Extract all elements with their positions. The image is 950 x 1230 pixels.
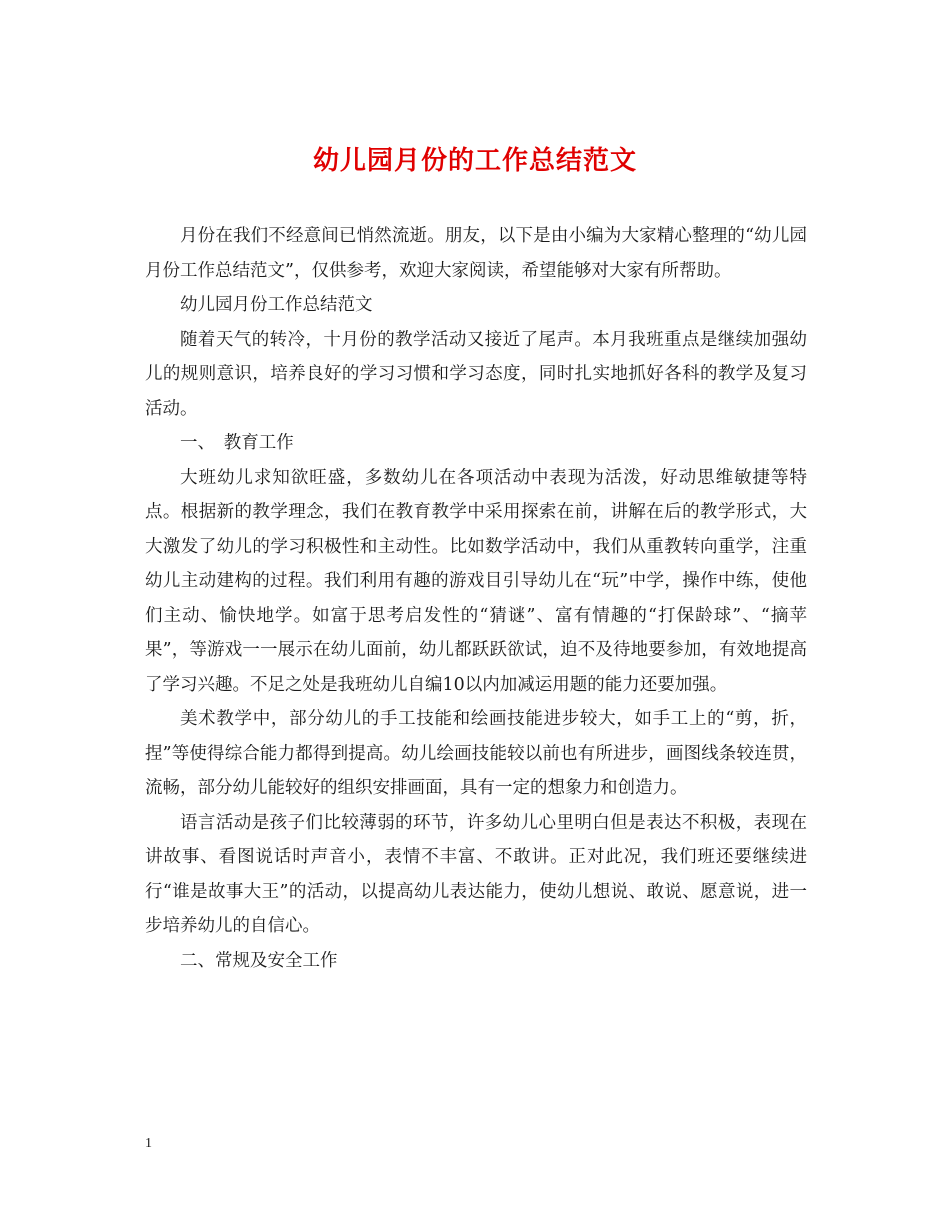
document-title: 幼儿园月份的工作总结范文 — [312, 146, 637, 176]
paragraph-overview: 随着天气的转冷，十月份的教学活动又接近了尾声。本月我班重点是继续加强幼儿的规则意识，培养良好的学习习惯和学习态度，同时扎实地抓好各科的教学及复习活动。 — [145, 329, 807, 419]
paragraph-education: 大班幼儿求知欲旺盛，多数幼儿在各项活动中表现为活泼，好动思维敏捷等特点。根据新的教学理念，我们在教育教学中采用探索在前，讲解在后的教学形式，大大激发了幼儿的学习积极性和主动性。比如数学活动中，我们从重教转向重学，注重幼儿主动建构的过程。我们利用有趣的游戏目引导幼儿在“玩”中学，操作中练，使他们主动、愉快地学。如富于思考启发性的“猜谜”、富有情趣的“打保龄球”、“摘苹果”，等游戏一一展示在幼儿面前，幼儿都跃跃欲试，迫不及待地要参加，有效地提高了学习兴趣。不足之处是我班幼儿自编10以内加减运用题的能力还要加强。 — [145, 467, 807, 695]
paragraph-language: 语言活动是孩子们比较薄弱的环节，许多幼儿心里明白但是表达不积极，表现在讲故事、看图说话时声音小，表情不丰富、不敢讲。正对此况，我们班还要继续进行“谁是故事大王”的活动，以提高幼儿表达能力，使幼儿想说、敢说、愿意说，进一步培养幼儿的自信心。 — [145, 812, 807, 936]
paragraph-intro: 月份在我们不经意间已悄然流逝。朋友，以下是由小编为大家精心整理的“幼儿园月份工作总结范文”，仅供参考，欢迎大家阅读，希望能够对大家有所帮助。 — [145, 226, 807, 281]
paragraph-subtitle: 幼儿园月份工作总结范文 — [180, 295, 373, 315]
page-number: 1 — [145, 1136, 152, 1151]
section-heading-routine-safety: 二、常规及安全工作 — [180, 950, 338, 971]
document-body — [145, 219, 807, 978]
paragraph-art: 美术教学中，部分幼儿的手工技能和绘画技能进步较大，如手工上的“剪，折，捏”等使得综合能力都得到提高。幼儿绘画技能较以前也有所进步，画图线条较连贯，流畅，部分幼儿能较好的组织安排画面，具有一定的想象力和创造力。 — [145, 709, 807, 798]
section-heading-education: 一、 教育工作 — [180, 433, 294, 453]
